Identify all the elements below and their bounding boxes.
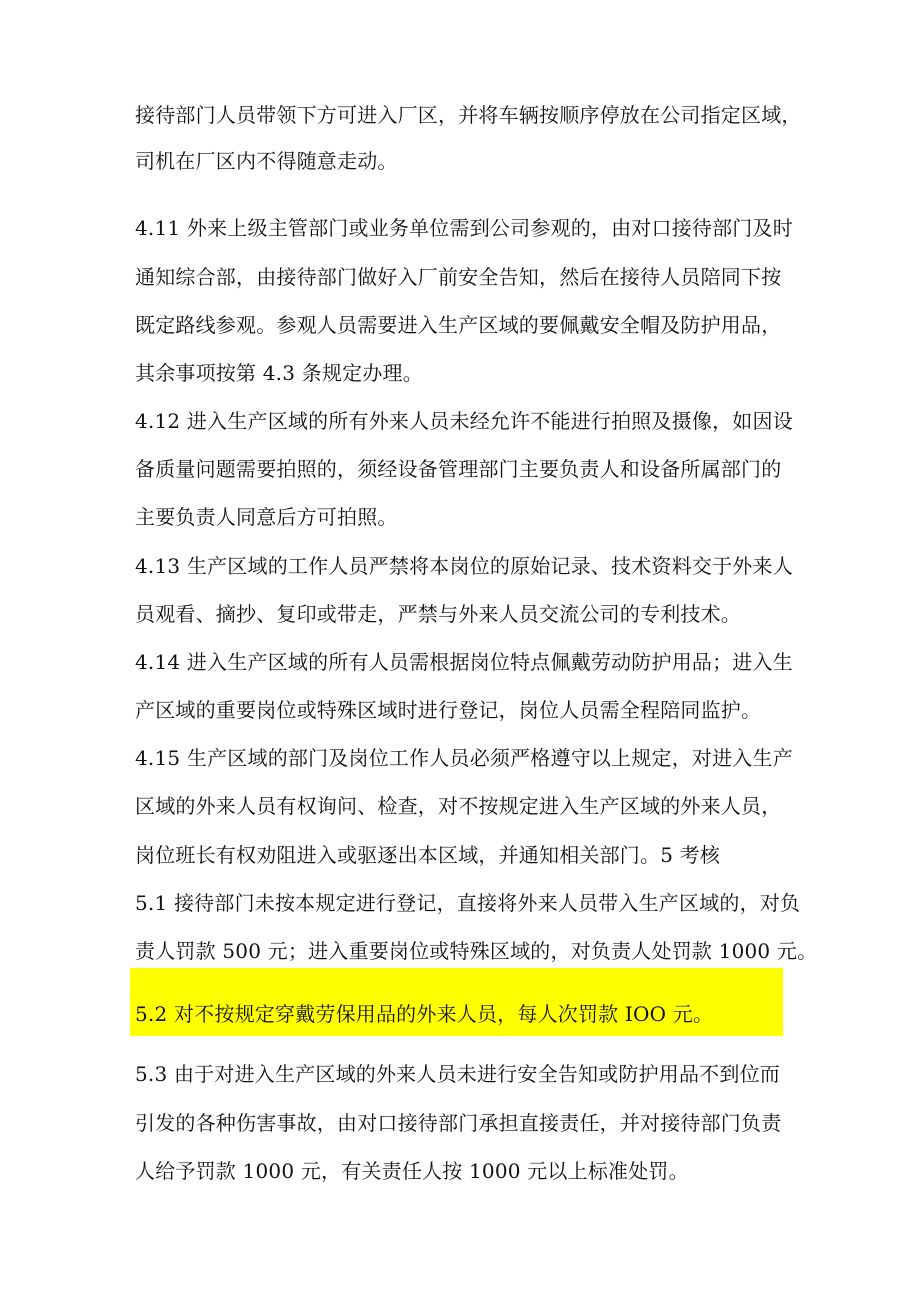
text-line-7: 4.12 进入生产区域的所有外来人员未经允许不能进行拍照及摄像，如因设	[135, 409, 793, 433]
text-line-14: 4.15 生产区域的部门及岗位工作人员必须严格遵守以上规定，对进入生产	[135, 746, 793, 770]
text-line-21: 引发的各种伤害事故，由对口接待部门承担直接责任，并对接待部门负责	[135, 1111, 782, 1135]
text-line-22: 人给予罚款 1000 元，有关责任人按 1000 元以上标准处罚。	[135, 1159, 689, 1183]
text-line-5: 既定路线参观。参观人员需要进入生产区域的要佩戴安全帽及防护用品，	[135, 313, 782, 337]
text-line-3: 4.11 外来上级主管部门或业务单位需到公司参观的，由对口接待部门及时	[135, 216, 793, 240]
text-line-8: 备质量问题需要拍照的，须经设备管理部门主要负责人和设备所属部门的	[135, 457, 782, 481]
text-line-2: 司机在厂区内不得随意走动。	[135, 149, 398, 173]
text-line-4: 通知综合部，由接待部门做好入厂前安全告知，然后在接待人员陪同下按	[135, 265, 782, 289]
text-line-19-highlighted: 5.2 对不按规定穿戴劳保用品的外来人员，每人次罚款 IOO 元。	[135, 1002, 714, 1026]
text-line-1: 接待部门人员带领下方可进入厂区，并将车辆按顺序停放在公司指定区域，	[135, 103, 802, 127]
text-line-16: 岗位班长有权劝阻进入或驱逐出本区域，并通知相关部门。5 考核	[135, 843, 721, 867]
text-line-9: 主要负责人同意后方可拍照。	[135, 505, 398, 529]
text-line-13: 产区域的重要岗位或特殊区域时进行登记，岗位人员需全程陪同监护。	[135, 698, 762, 722]
text-line-12: 4.14 进入生产区域的所有人员需根据岗位特点佩戴劳动防护用品；进入生	[135, 650, 793, 674]
text-line-17: 5.1 接待部门未按本规定进行登记，直接将外来人员带入生产区域的，对负	[135, 891, 801, 915]
text-line-6: 其余事项按第 4.3 条规定办理。	[135, 361, 423, 385]
text-line-20: 5.3 由于对进入生产区域的外来人员未进行安全告知或防护用品不到位而	[135, 1062, 780, 1086]
text-line-11: 员观看、摘抄、复印或带走，严禁与外来人员交流公司的专利技术。	[135, 602, 741, 626]
text-line-18: 责人罚款 500 元；进入重要岗位或特殊区域的，对负责人处罚款 1000 元。	[135, 939, 818, 963]
text-line-10: 4.13 生产区域的工作人员严禁将本岗位的原始记录、技术资料交于外来人	[135, 554, 793, 578]
text-line-15: 区域的外来人员有权询问、检查，对不按规定进入生产区域的外来人员，	[135, 794, 782, 818]
